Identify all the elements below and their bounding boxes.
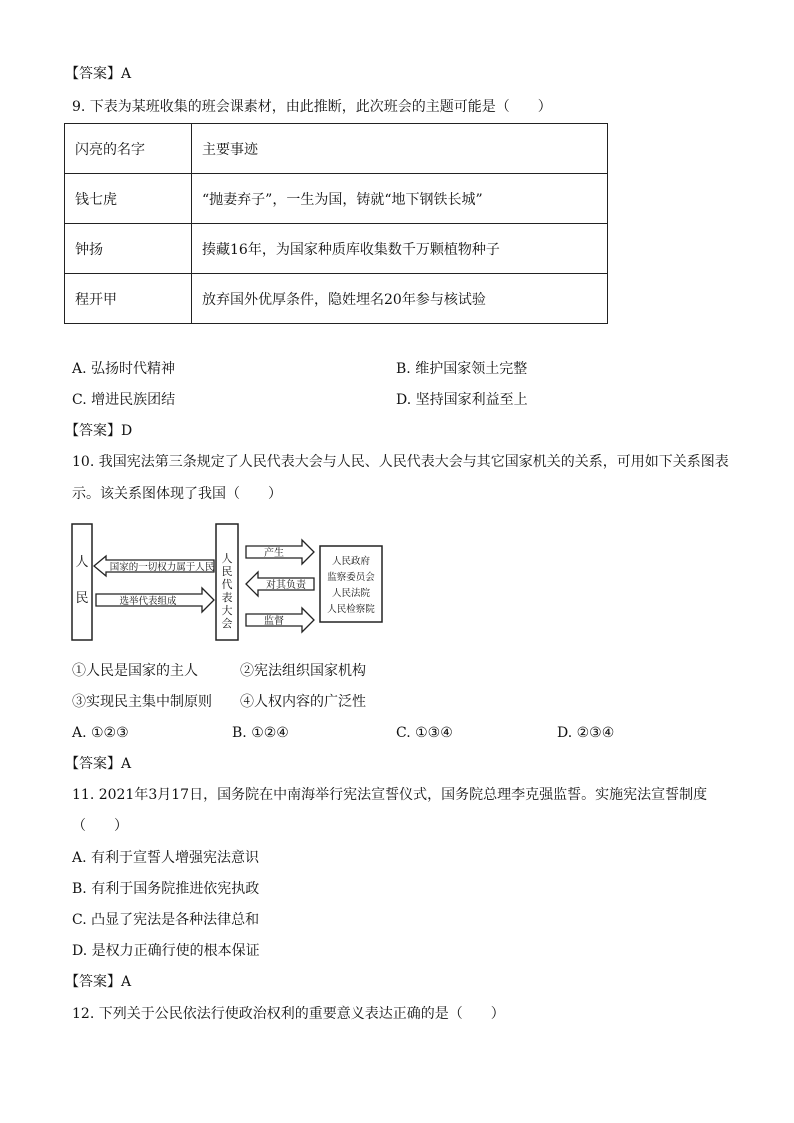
table-cell-deeds: 放弃国外优厚条件，隐姓埋名20年参与核试验: [192, 274, 608, 324]
table-row: [65, 274, 608, 324]
npc-char: 大: [221, 604, 233, 617]
table-cell-deeds: “抛妻弃子”，一生为国，铸就“地下钢铁长城”: [192, 174, 608, 224]
people-box: [72, 524, 92, 640]
arrow-supervise-label: 监督: [264, 616, 284, 627]
q9-option-c: C. 增进民族团结: [72, 392, 176, 408]
question-11-stem-line1: 11. 2021年3月17日，国务院在中南海举行宪法宣誓仪式，国务院总理李克强监誓。实施宪法宣誓制度: [72, 787, 708, 803]
npc-char: 表: [221, 591, 233, 604]
q11-option-d: D. 是权力正确行使的根本保证: [72, 943, 260, 959]
npc-char: 人: [221, 552, 233, 565]
q10-statement-4: ④人权内容的广泛性: [240, 694, 366, 710]
people-label-1: 人: [75, 555, 89, 570]
q11-option-b: B. 有利于国务院推进依宪执政: [72, 881, 260, 897]
table-cell-deeds: 揍藏16年，为国家种质库收集数千万颗植物种子: [192, 224, 608, 274]
question-9-stem: 9. 下表为某班收集的班会课素材，由此推断，此次班会的主题可能是（ ）: [72, 99, 552, 115]
organ-label: 人民检察院: [327, 604, 375, 615]
q9-option-a: A. 弘扬时代精神: [72, 361, 176, 377]
q10-option-c: C. ①③④: [396, 725, 453, 741]
question-12-stem: 12. 下列关于公民依法行使政治权利的重要意义表达正确的是（ ）: [72, 1006, 505, 1022]
table-cell-name: 程开甲: [65, 274, 192, 324]
arrow-responsible-label: 对其负责: [266, 580, 306, 591]
people-label-2: 民: [75, 591, 89, 606]
arrow-power-label: 国家的一切权力属于人民: [109, 562, 215, 573]
npc-char: 代: [221, 578, 233, 591]
organ-label: 监察委员会: [327, 572, 375, 583]
arrow-produce-label: 产生: [264, 548, 284, 559]
q9-table: [64, 123, 608, 324]
organ-label: 人民政府: [331, 556, 371, 567]
table-header-name: 闪亮的名字: [65, 124, 192, 174]
q10-statement-3: ③实现民主集中制原则: [72, 694, 212, 710]
question-10-stem-line2: 示。该关系图体现了我国（ ）: [72, 486, 282, 502]
table-cell-name: 钱七虎: [65, 174, 192, 224]
q11-option-c: C. 凸显了宪法是各种法律总和: [72, 912, 260, 928]
npc-char: 会: [221, 617, 233, 630]
answer-q8: 【答案】A: [65, 66, 132, 82]
question-11-stem-line2: （ ）: [72, 818, 128, 834]
q9-option-d: D. 坚持国家利益至上: [396, 392, 528, 408]
npc-char: 民: [221, 565, 233, 578]
question-10-stem-line1: 10. 我国宪法第三条规定了人民代表大会与人民、人民代表大会与其它国家机关的关系，可用如下关系图表: [72, 454, 729, 470]
q10-statement-1: ①人民是国家的主人: [72, 663, 198, 679]
organ-label: 人民法院: [331, 588, 371, 599]
answer-q9: 【答案】D: [65, 423, 133, 439]
table-row: [65, 174, 608, 224]
table-cell-name: 钟扬: [65, 224, 192, 274]
q10-option-b: B. ①②④: [232, 725, 289, 741]
table-row: [65, 224, 608, 274]
table-header-row: [65, 124, 608, 174]
q9-option-b: B. 维护国家领土完整: [396, 361, 528, 377]
q11-option-a: A. 有利于宣誓人增强宪法意识: [72, 850, 260, 866]
q10-statement-2: ②宪法组织国家机构: [240, 663, 366, 679]
table-header-deeds: 主要事迹: [192, 124, 608, 174]
q10-option-a: A. ①②③: [72, 725, 129, 741]
answer-q11: 【答案】A: [65, 974, 132, 990]
q10-option-d: D. ②③④: [557, 725, 615, 741]
answer-q10: 【答案】A: [65, 756, 132, 772]
arrow-elect-label: 选举代表组成: [119, 596, 177, 607]
relationship-diagram: [70, 522, 388, 644]
